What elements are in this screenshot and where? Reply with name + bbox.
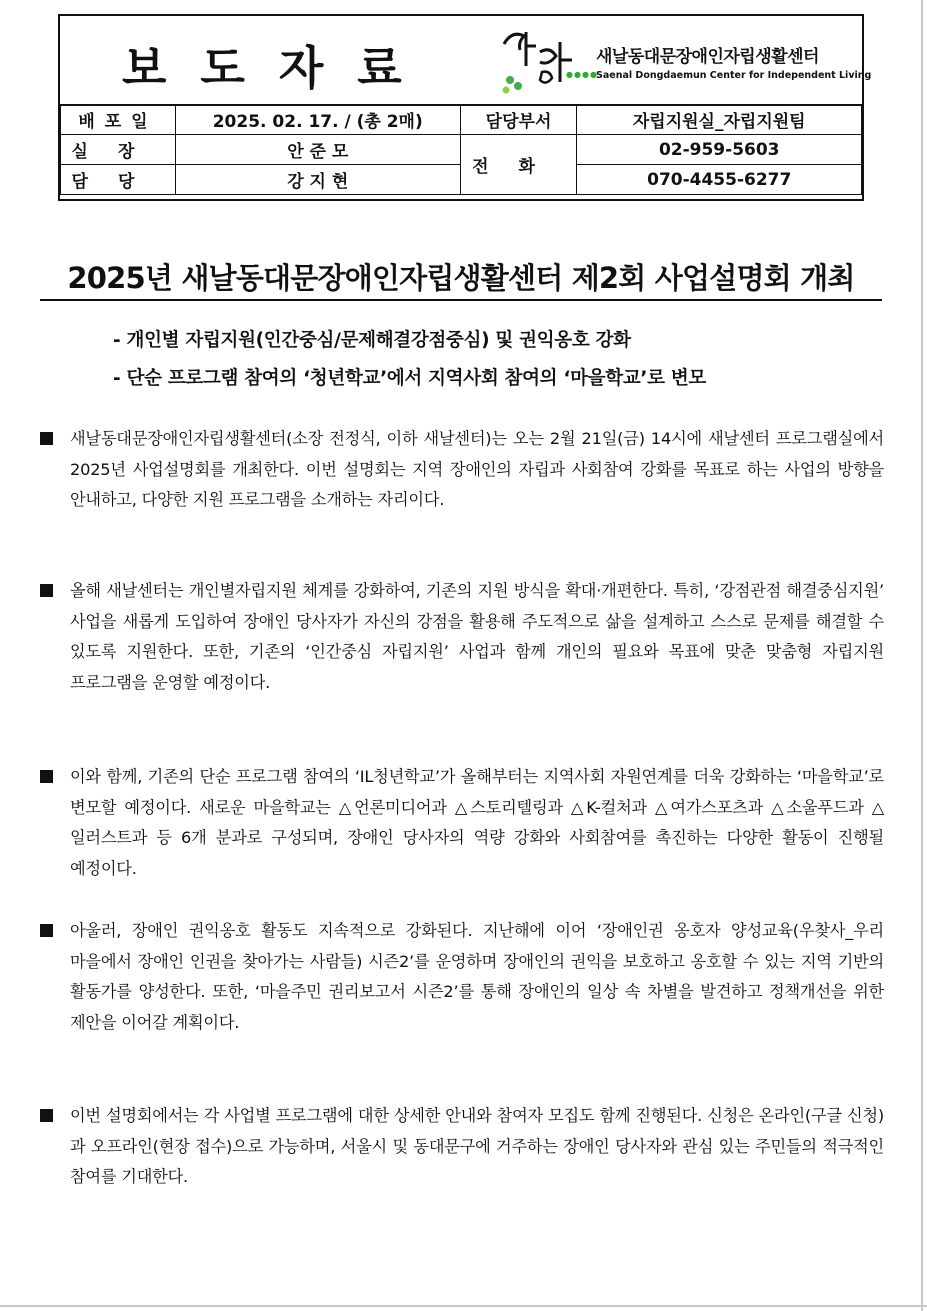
phone-2: 070-4455-6277	[577, 165, 862, 195]
page-edge-line	[921, 0, 923, 1311]
paragraph-text: 새날동대문장애인자립생활센터(소장 전정식, 이하 새날센터)는 오는 2월 21일(금) 14시에 새날센터 프로그램실에서 2025년 사업설명회를 개최한다. 이번 설명회는 지역 장애인의 자립과 사회참여 강화를 목표로 하는 사업의 방향을 안내하고, 다양한 지원 프로그램을 소개하는 자리이다.	[70, 429, 884, 509]
info-table	[60, 104, 862, 195]
paragraph	[40, 916, 884, 1038]
bullet-square-icon	[40, 1109, 53, 1122]
bullet-square-icon	[40, 770, 53, 783]
subheadline: - 단순 프로그램 참여의 ‘청년학교’에서 지역사회 참여의 ‘마을학교’로 변모	[113, 368, 706, 389]
director-label: 실장	[61, 135, 176, 165]
bullet-square-icon	[40, 584, 53, 597]
header-box	[58, 14, 872, 201]
info-row-date	[61, 105, 862, 135]
manager-value: 강 지 현	[175, 165, 460, 195]
headline: 2025년 새날동대문장애인자립생활센터 제2회 사업설명회 개최	[40, 256, 882, 301]
director-value: 안 준 모	[175, 135, 460, 165]
subheadline: - 개인별 자립지원(인간중심/문제해결강점중심) 및 권익옹호 강화	[113, 330, 631, 351]
manager-label: 담당	[61, 165, 176, 195]
paragraph-text: 올해 새날센터는 개인별자립지원 체계를 강화하여, 기존의 지원 방식을 확대·개편한다. 특히, ‘강점관점 해결중심지원’ 사업을 새롭게 도입하여 장애인 당사자가 자신의 강점을 활용해 주도적으로 삶을 설계하고 스스로 문제를 해결할 수 있도록 지원한다. 또한, 기존의 ‘인간중심 자립지원’ 사업과 함께 개인의 필요와 목표에 맞춘 맞춤형 자립지원 프로그램을 운영할 예정이다.	[70, 581, 884, 692]
bullet-square-icon	[40, 432, 53, 445]
info-row-director	[61, 135, 862, 165]
paragraph-text: 이번 설명회에서는 각 사업별 프로그램에 대한 상세한 안내와 참여자 모집도 함께 진행된다. 신청은 온라인(구글 신청)과 오프라인(현장 접수)으로 가능하며, 서울시 및 동대문구에 거주하는 장애인 당사자와 관심 있는 주민들의 적극적인 참여를 기대한다.	[70, 1106, 884, 1186]
org-name-en: Saenal Dongdaemun Center for Independent Living	[596, 70, 872, 81]
paragraph	[40, 762, 884, 884]
logo-dots-icon: ●●●●	[566, 70, 598, 79]
phone-1: 02-959-5603	[577, 135, 862, 165]
subheadlines	[113, 322, 706, 398]
paragraph	[40, 576, 884, 698]
phone-label: 전화	[460, 135, 577, 195]
date-value: 2025. 02. 17. / (총 2매)	[175, 105, 460, 135]
org-name-ko: 새날동대문장애인자립생활센터	[596, 47, 819, 67]
date-label: 배포일	[61, 105, 176, 135]
page-title: 보도자료	[122, 41, 436, 95]
header-top	[60, 16, 872, 106]
paragraph	[40, 424, 884, 516]
page-bottom-line	[0, 1305, 927, 1307]
org-logo	[490, 22, 872, 98]
paragraph-text: 아울러, 장애인 권익옹호 활동도 지속적으로 강화된다. 지난해에 이어 ‘장애인권 옹호자 양성교육(우찾사_우리 마을에서 장애인 인권을 찾아가는 사람들) 시즌2’를 운영하며 장애인의 권익을 보호하고 옹호할 수 있는 지역 기반의 활동가를 양성한다. 또한, ‘마을주민 권리보고서 시즌2’를 통해 장애인의 일상 속 차별을 발견하고 정책개선을 위한 제안을 이어갈 계획이다.	[70, 921, 884, 1032]
dept-value: 자립지원실_자립지원팀	[577, 105, 862, 135]
dept-label: 담당부서	[460, 105, 577, 135]
paragraph	[40, 1101, 884, 1193]
paragraph-text: 이와 함께, 기존의 단순 프로그램 참여의 ‘IL청년학교’가 올해부터는 지역사회 자원연계를 더욱 강화하는 ‘마을학교’로 변모할 예정이다. 새로운 마을학교는 △언론미디어과 △스토리텔링과 △K-컬처과 △여가스포츠과 △소울푸드과 △일러스트과 등 6개 분과로 구성되며, 장애인 당사자의 역량 강화와 사회참여를 촉진하는 다양한 활동이 진행될 예정이다.	[70, 767, 884, 878]
bullet-square-icon	[40, 924, 53, 937]
logo-mark-icon	[490, 22, 590, 98]
